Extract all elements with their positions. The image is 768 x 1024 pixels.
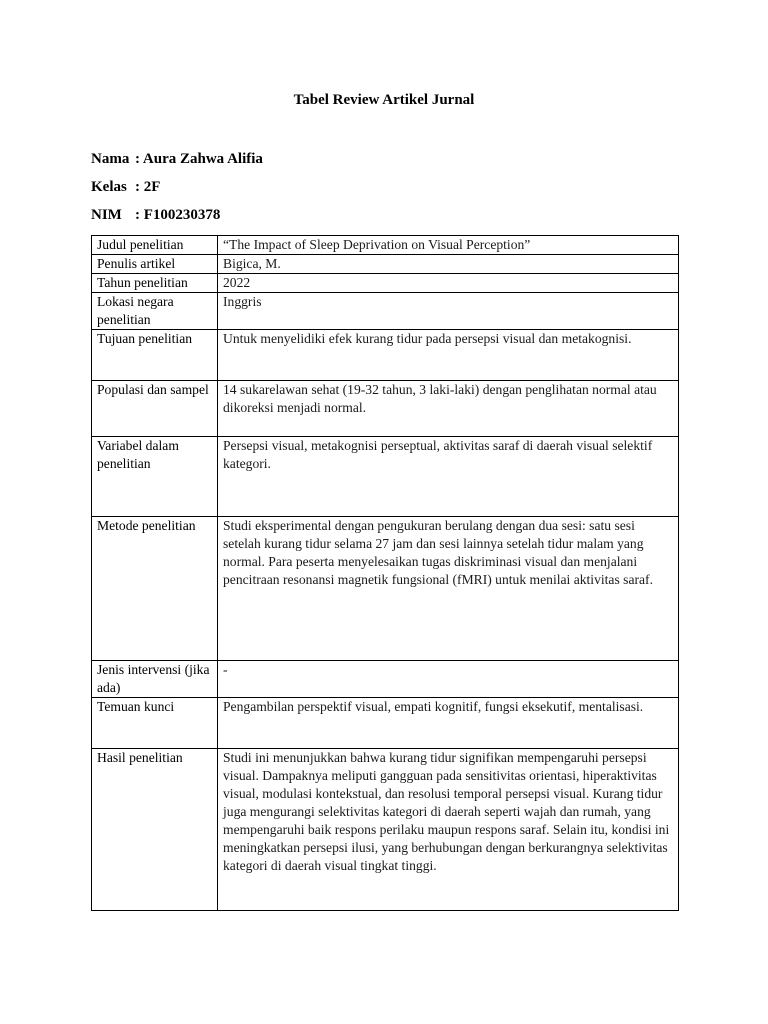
row-label: Hasil penelitian bbox=[92, 749, 218, 911]
row-value: Pengambilan perspektif visual, empati kognitif, fungsi eksekutif, mentalisasi. bbox=[218, 698, 679, 749]
table-row bbox=[92, 293, 679, 330]
row-label: Penulis artikel bbox=[92, 255, 218, 274]
row-value: 14 sukarelawan sehat (19-32 tahun, 3 laki-laki) dengan penglihatan normal atau dikoreksi menjadi normal. bbox=[218, 381, 679, 437]
row-label: Tujuan penelitian bbox=[92, 330, 218, 381]
document-title: Tabel Review Artikel Jurnal bbox=[293, 92, 475, 108]
nama-label: Nama bbox=[91, 151, 130, 167]
row-value: Inggris bbox=[218, 293, 679, 330]
row-label: Temuan kunci bbox=[92, 698, 218, 749]
student-name bbox=[91, 150, 263, 168]
kelas-value: : 2F bbox=[135, 179, 161, 195]
row-label: Populasi dan sampel bbox=[92, 381, 218, 437]
table-row bbox=[92, 698, 679, 749]
table-row bbox=[92, 274, 679, 293]
row-label: Variabel dalam penelitian bbox=[92, 437, 218, 517]
row-value: Studi eksperimental dengan pengukuran berulang dengan dua sesi: satu sesi setelah kurang tidur selama 27 jam dan sesi lainnya setelah tidur malam yang normal. Para peserta menyelesaikan tugas diskriminasi visual dan menjalani pencitraan resonansi magnetik fungsional (fMRI) untuk menilai aktivitas saraf. bbox=[218, 517, 679, 661]
table-row bbox=[92, 236, 679, 255]
nim-value: : F100230378 bbox=[135, 207, 221, 223]
nama-value: : Aura Zahwa Alifia bbox=[135, 151, 263, 167]
table-row bbox=[92, 661, 679, 698]
row-value: Untuk menyelidiki efek kurang tidur pada persepsi visual dan metakognisi. bbox=[218, 330, 679, 381]
row-label: Tahun penelitian bbox=[92, 274, 218, 293]
row-value: Bigica, M. bbox=[218, 255, 679, 274]
row-value: - bbox=[218, 661, 679, 698]
table-row bbox=[92, 255, 679, 274]
student-class bbox=[91, 178, 160, 196]
table-row bbox=[92, 437, 679, 517]
review-table bbox=[91, 235, 679, 911]
row-value: Studi ini menunjukkan bahwa kurang tidur signifikan mempengaruhi persepsi visual. Dampaknya meliputi gangguan pada sensitivitas orientasi, hiperaktivitas visual, modulasi kontekstual, dan resolusi temporal persepsi visual. Kurang tidur juga mengurangi selektivitas kategori di daerah seperti wajah dan rumah, yang mempengaruhi baik respons perilaku maupun respons saraf. Selain itu, kondisi ini meningkatkan persepsi ilusi, yang berhubungan dengan berkurangnya selektivitas kategori di daerah visual tingkat tinggi. bbox=[218, 749, 679, 911]
row-label: Jenis intervensi (jika ada) bbox=[92, 661, 218, 698]
row-value: “The Impact of Sleep Deprivation on Visual Perception” bbox=[218, 236, 679, 255]
table-row bbox=[92, 749, 679, 911]
row-label: Judul penelitian bbox=[92, 236, 218, 255]
row-value: 2022 bbox=[218, 274, 679, 293]
nim-label: NIM bbox=[91, 207, 122, 223]
table-row bbox=[92, 517, 679, 661]
kelas-label: Kelas bbox=[91, 179, 127, 195]
table-row bbox=[92, 381, 679, 437]
row-label: Lokasi negara penelitian bbox=[92, 293, 218, 330]
student-nim bbox=[91, 206, 220, 224]
table-row bbox=[92, 330, 679, 381]
row-value: Persepsi visual, metakognisi perseptual, aktivitas saraf di daerah visual selektif kategori. bbox=[218, 437, 679, 517]
row-label: Metode penelitian bbox=[92, 517, 218, 661]
